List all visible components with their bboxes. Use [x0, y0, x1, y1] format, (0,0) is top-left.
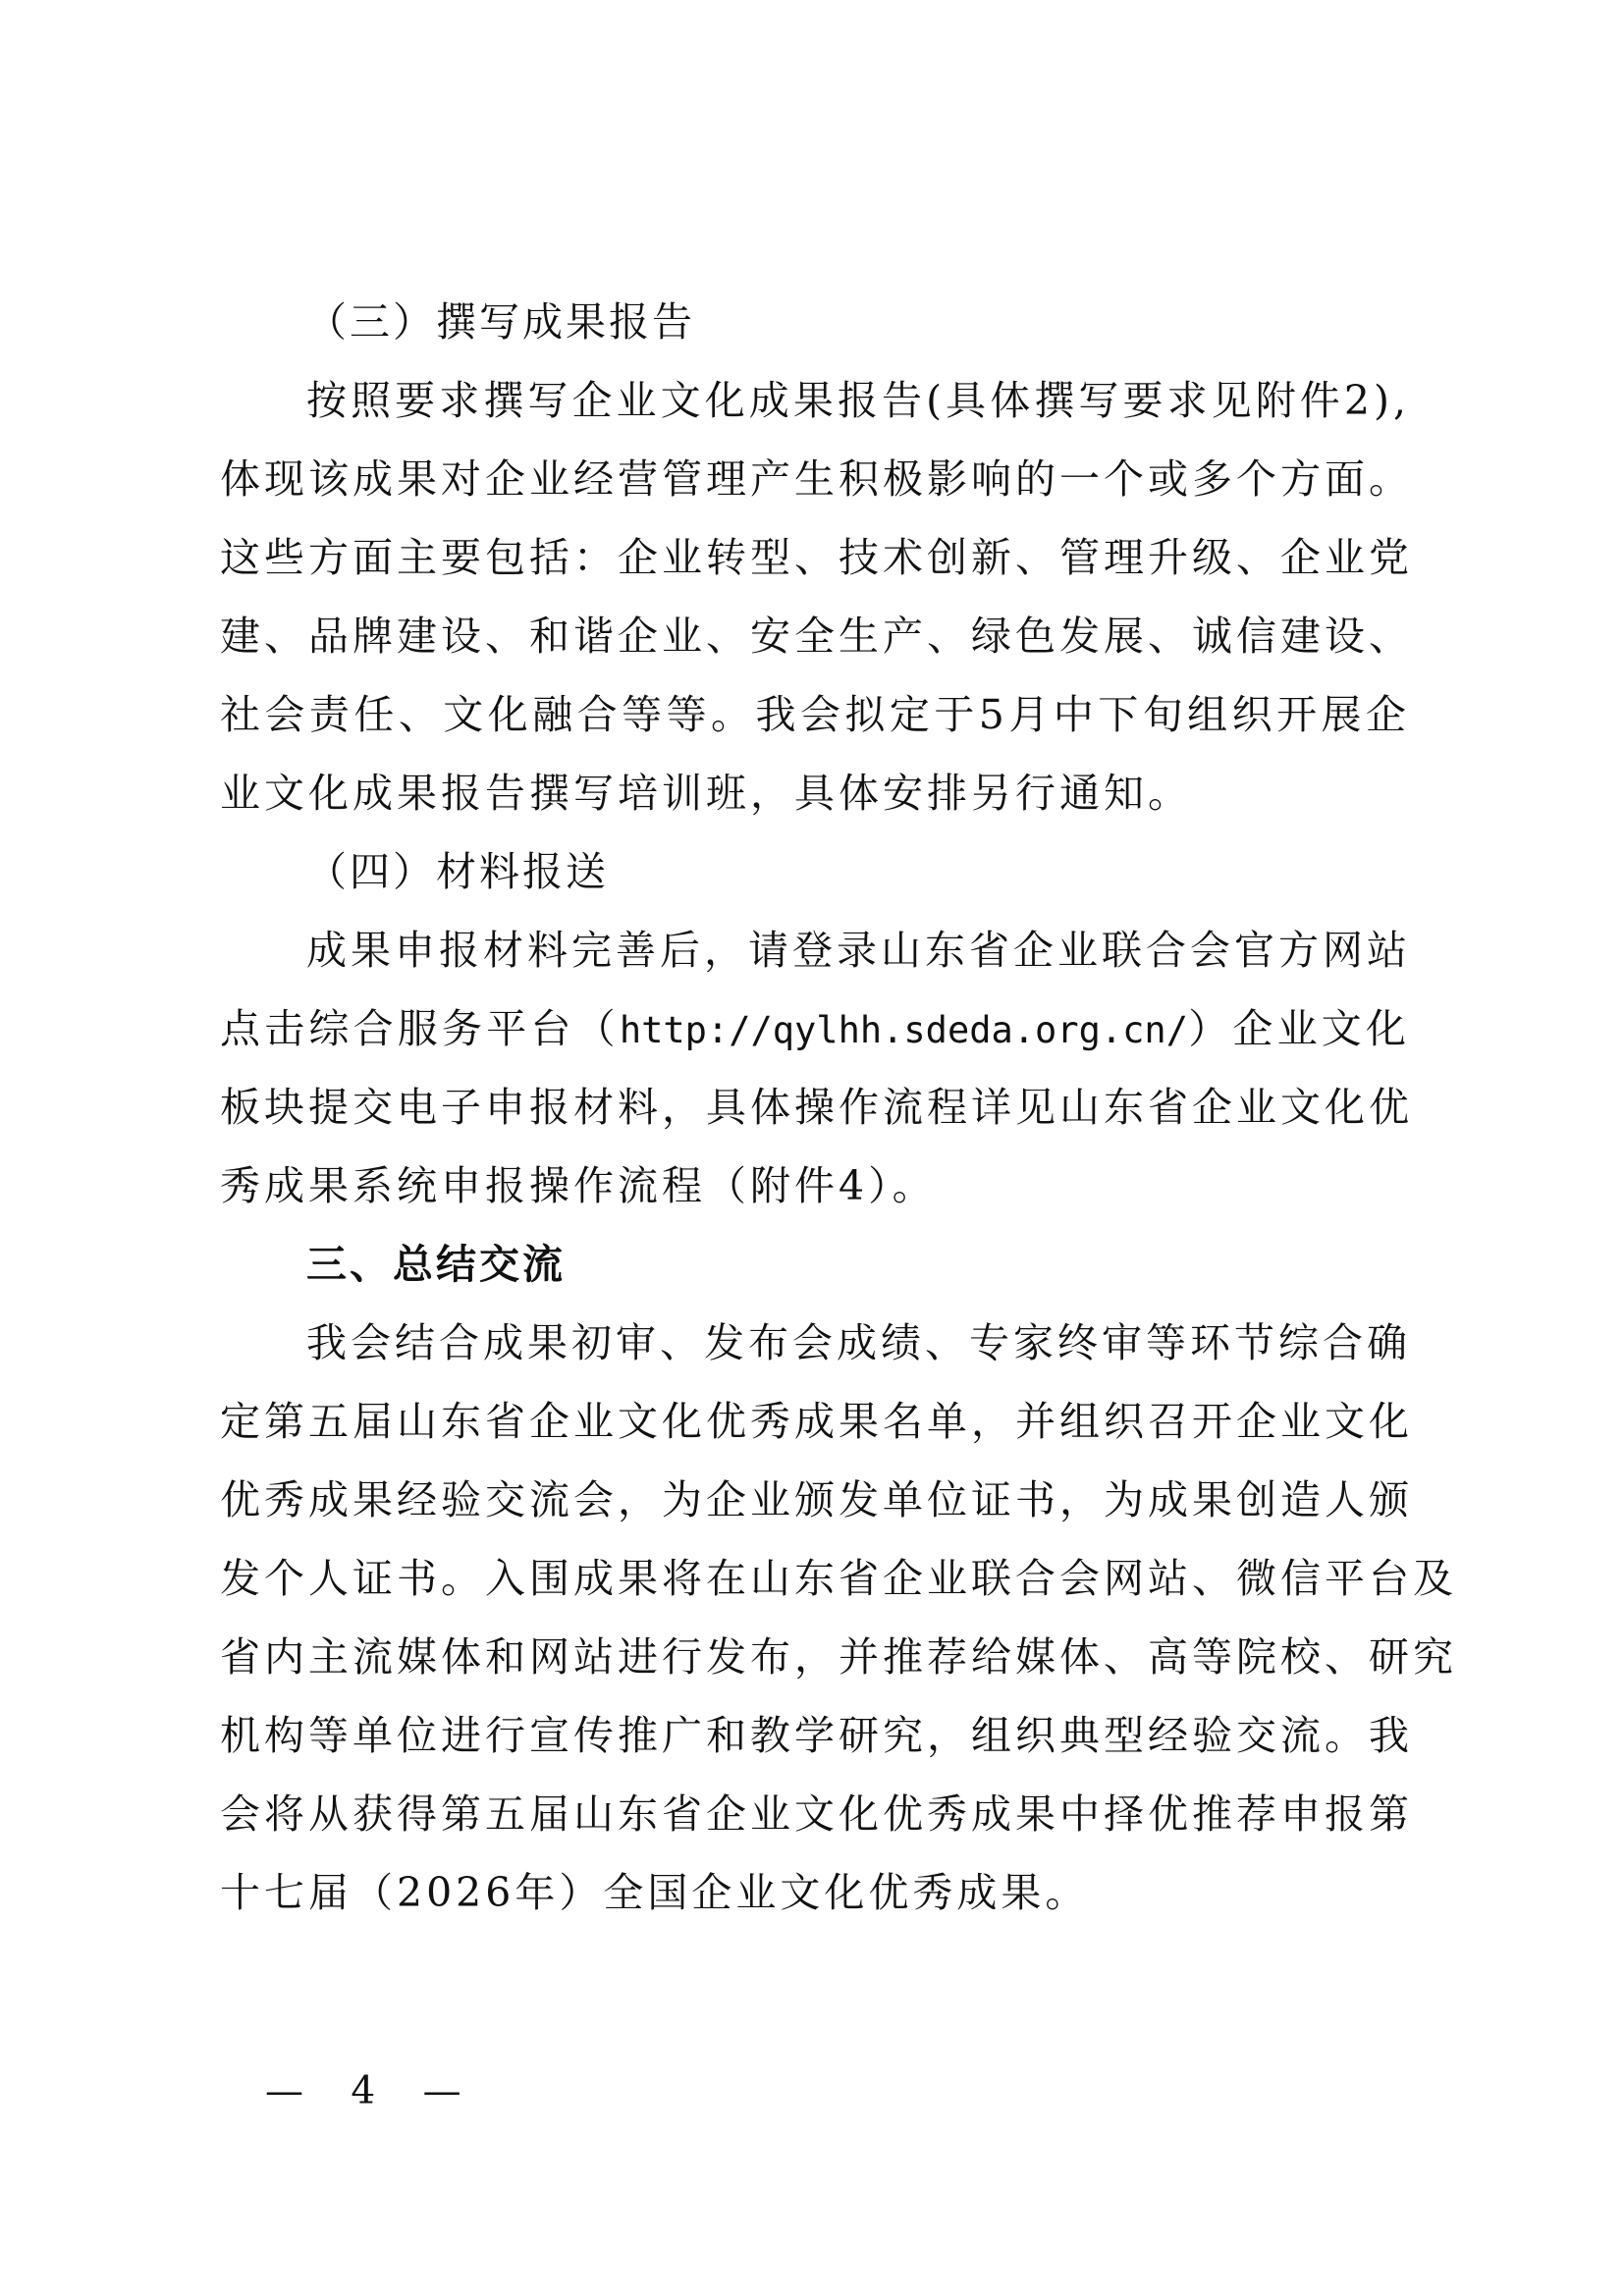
- section-3-paragraph-line-4: 建、品牌建设、和谐企业、安全生产、绿色发展、诚信建设、: [220, 613, 1413, 660]
- summary-paragraph-line-5: 省内主流媒体和网站进行发布，并推荐给媒体、高等院校、研究: [220, 1633, 1457, 1681]
- summary-paragraph-line-7: 会将从获得第五届山东省企业文化优秀成果中择优推荐申报第: [220, 1790, 1413, 1838]
- summary-paragraph-line-4: 发个人证书。入围成果将在山东省企业联合会网站、微信平台及: [220, 1555, 1457, 1602]
- section-4-paragraph-line-4: 秀成果系统申报操作流程（附件4）。: [220, 1162, 937, 1209]
- summary-paragraph-line-3: 优秀成果经验交流会，为企业颁发单位证书，为成果创造人颁: [220, 1476, 1413, 1523]
- page-number: — 4 —: [265, 2069, 479, 2113]
- summary-main-heading: 三、总结交流: [306, 1241, 566, 1288]
- summary-paragraph-line-1: 我会结合成果初审、发布会成绩、专家终审等环节综合确: [306, 1319, 1411, 1366]
- section-3-paragraph-line-1: 按照要求撰写企业文化成果报告(具体撰写要求见附件2),: [306, 377, 1410, 424]
- section-3-heading: （三）撰写成果报告: [306, 298, 695, 346]
- section-3-paragraph-line-3: 这些方面主要包括：企业转型、技术创新、管理升级、企业党: [220, 534, 1413, 581]
- summary-paragraph-line-8: 十七届（2026年）全国企业文化优秀成果。: [220, 1869, 1090, 1916]
- section-4-heading: （四）材料报送: [306, 848, 609, 895]
- section-4-paragraph-line-1: 成果申报材料完善后，请登录山东省企业联合会官方网站: [306, 927, 1411, 974]
- section-3-paragraph-line-6: 业文化成果报告撰写培训班，具体安排另行通知。: [220, 770, 1192, 817]
- section-4-paragraph-line-3: 板块提交电子申报材料，具体操作流程详见山东省企业文化优: [220, 1084, 1413, 1131]
- section-4-line-2-prefix: 点击综合服务平台（: [220, 1005, 620, 1052]
- summary-paragraph-line-2: 定第五届山东省企业文化优秀成果名单，并组织召开企业文化: [220, 1398, 1413, 1445]
- section-3-paragraph-line-5: 社会责任、文化融合等等。我会拟定于5月中下旬组织开展企: [220, 691, 1410, 738]
- section-3-paragraph-line-2: 体现该成果对企业经营管理产生积极影响的一个或多个方面。: [220, 455, 1413, 503]
- section-4-line-2-suffix: ）企业文化: [1188, 1005, 1411, 1052]
- summary-paragraph-line-6: 机构等单位进行宣传推广和教学研究，组织典型经验交流。我: [220, 1712, 1413, 1759]
- section-4-paragraph-line-2: [220, 999, 1410, 1060]
- platform-url-link[interactable]: http://qylhh.sdeda.org.cn/: [619, 1009, 1188, 1051]
